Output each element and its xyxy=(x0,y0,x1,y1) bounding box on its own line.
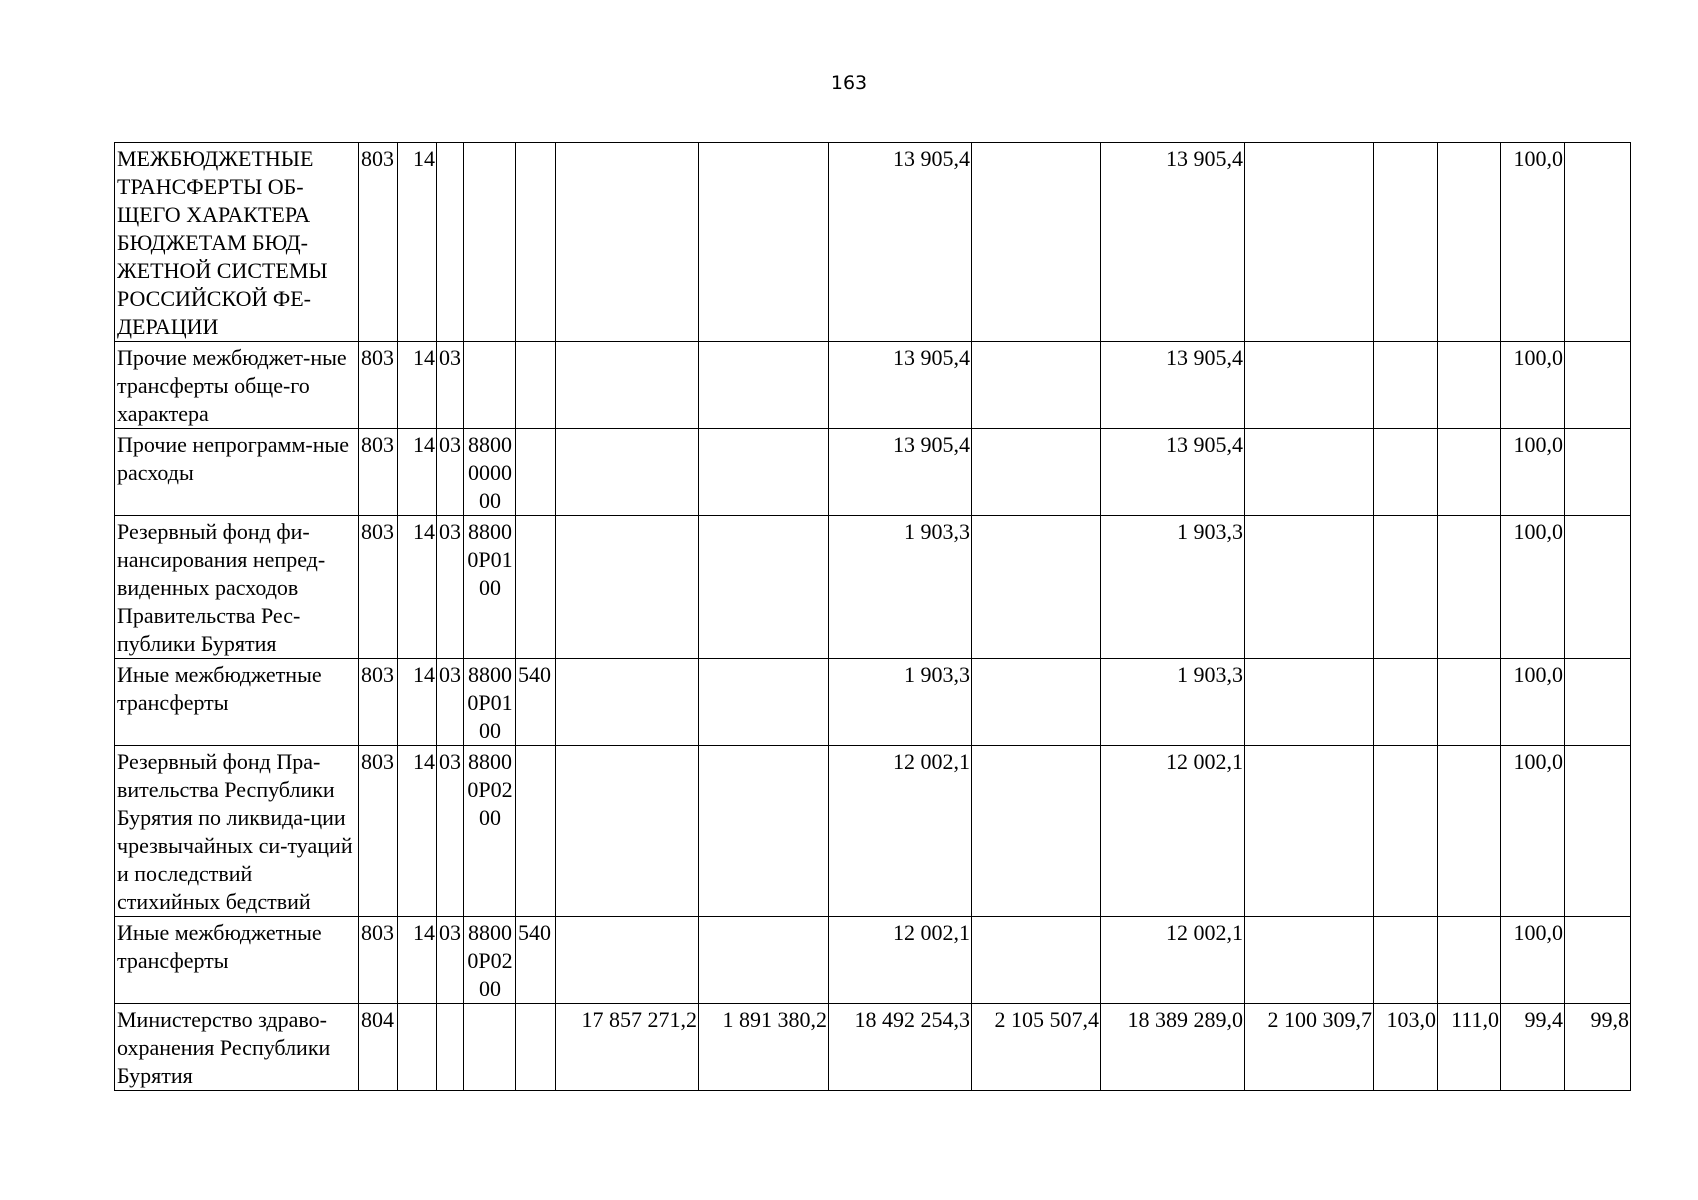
executed-total-cell: 1 903,3 xyxy=(1101,516,1245,659)
expense-name-cell: Резервный фонд фи-нансирования непред-виденных расходов Правительства Рес-публики Бурятия xyxy=(115,516,359,659)
section-code-cell: 14 xyxy=(398,429,437,516)
pct-revised-subvention-cell: 99,8 xyxy=(1565,1004,1631,1091)
expense-type-cell xyxy=(516,1004,556,1091)
subsection-code-cell: 03 xyxy=(437,659,464,746)
approved-subvention-cell xyxy=(699,342,829,429)
approved-total-cell xyxy=(556,429,699,516)
approved-total-cell xyxy=(556,659,699,746)
expense-name-cell: Иные межбюджетные трансферты xyxy=(115,917,359,1004)
section-code-cell: 14 xyxy=(398,746,437,917)
pct-approved-subvention-cell xyxy=(1438,917,1501,1004)
revised-subvention-cell xyxy=(972,917,1101,1004)
table-row xyxy=(115,429,1631,516)
revised-subvention-cell xyxy=(972,746,1101,917)
expense-type-cell xyxy=(516,746,556,917)
pct-approved-total-cell xyxy=(1374,659,1438,746)
approved-total-cell xyxy=(556,516,699,659)
subsection-code-cell: 03 xyxy=(437,429,464,516)
expense-name-cell: Иные межбюджетные трансферты xyxy=(115,659,359,746)
admin-code-cell: 803 xyxy=(359,143,398,342)
approved-total-cell xyxy=(556,342,699,429)
expense-type-cell xyxy=(516,429,556,516)
pct-approved-subvention-cell xyxy=(1438,143,1501,342)
pct-revised-total-cell: 99,4 xyxy=(1501,1004,1565,1091)
approved-subvention-cell xyxy=(699,917,829,1004)
subsection-code-cell xyxy=(437,1004,464,1091)
approved-subvention-cell xyxy=(699,659,829,746)
revised-subvention-cell: 2 105 507,4 xyxy=(972,1004,1101,1091)
table-row xyxy=(115,143,1631,342)
pct-approved-total-cell xyxy=(1374,746,1438,917)
pct-revised-total-cell: 100,0 xyxy=(1501,429,1565,516)
revised-subvention-cell xyxy=(972,516,1101,659)
admin-code-cell: 803 xyxy=(359,746,398,917)
pct-revised-total-cell: 100,0 xyxy=(1501,659,1565,746)
revised-total-cell: 12 002,1 xyxy=(829,746,972,917)
executed-total-cell: 12 002,1 xyxy=(1101,746,1245,917)
expense-name-cell: МЕЖБЮДЖЕТНЫЕ ТРАНСФЕРТЫ ОБ-ЩЕГО ХАРАКТЕРА БЮДЖЕТАМ БЮД-ЖЕТНОЙ СИСТЕМЫ РОССИЙСКОЙ ФЕ-ДЕРАЦИИ xyxy=(115,143,359,342)
revised-total-cell: 1 903,3 xyxy=(829,516,972,659)
section-code-cell: 14 xyxy=(398,342,437,429)
pct-approved-subvention-cell xyxy=(1438,429,1501,516)
section-code-cell: 14 xyxy=(398,659,437,746)
pct-revised-total-cell: 100,0 xyxy=(1501,917,1565,1004)
budget-table xyxy=(114,142,1631,1091)
target-article-cell: 8800 0000 00 xyxy=(464,429,516,516)
pct-revised-subvention-cell xyxy=(1565,746,1631,917)
executed-subvention-cell xyxy=(1245,429,1374,516)
executed-total-cell: 1 903,3 xyxy=(1101,659,1245,746)
pct-approved-subvention-cell xyxy=(1438,516,1501,659)
table-row xyxy=(115,342,1631,429)
pct-revised-total-cell: 100,0 xyxy=(1501,516,1565,659)
table-row xyxy=(115,1004,1631,1091)
approved-subvention-cell xyxy=(699,429,829,516)
pct-approved-total-cell xyxy=(1374,143,1438,342)
executed-total-cell: 12 002,1 xyxy=(1101,917,1245,1004)
target-article-cell: 8800 0Р02 00 xyxy=(464,917,516,1004)
pct-revised-total-cell: 100,0 xyxy=(1501,342,1565,429)
revised-total-cell: 1 903,3 xyxy=(829,659,972,746)
admin-code-cell: 803 xyxy=(359,659,398,746)
pct-approved-total-cell xyxy=(1374,429,1438,516)
revised-total-cell: 13 905,4 xyxy=(829,143,972,342)
target-article-cell xyxy=(464,342,516,429)
subsection-code-cell: 03 xyxy=(437,342,464,429)
pct-approved-total-cell xyxy=(1374,516,1438,659)
admin-code-cell: 804 xyxy=(359,1004,398,1091)
section-code-cell xyxy=(398,1004,437,1091)
pct-revised-total-cell: 100,0 xyxy=(1501,143,1565,342)
subsection-code-cell: 03 xyxy=(437,746,464,917)
pct-approved-total-cell xyxy=(1374,342,1438,429)
pct-revised-subvention-cell xyxy=(1565,917,1631,1004)
approved-total-cell xyxy=(556,746,699,917)
admin-code-cell: 803 xyxy=(359,429,398,516)
table-body xyxy=(115,143,1631,1091)
subsection-code-cell: 03 xyxy=(437,917,464,1004)
target-article-cell xyxy=(464,1004,516,1091)
table-row xyxy=(115,917,1631,1004)
executed-subvention-cell xyxy=(1245,746,1374,917)
approved-subvention-cell xyxy=(699,143,829,342)
pct-revised-subvention-cell xyxy=(1565,342,1631,429)
expense-name-cell: Министерство здраво-охранения Республики Бурятия xyxy=(115,1004,359,1091)
executed-total-cell: 13 905,4 xyxy=(1101,429,1245,516)
expense-type-cell: 540 xyxy=(516,659,556,746)
executed-subvention-cell xyxy=(1245,917,1374,1004)
admin-code-cell: 803 xyxy=(359,516,398,659)
section-code-cell: 14 xyxy=(398,143,437,342)
pct-approved-subvention-cell xyxy=(1438,659,1501,746)
pct-revised-subvention-cell xyxy=(1565,143,1631,342)
executed-subvention-cell xyxy=(1245,516,1374,659)
revised-total-cell: 13 905,4 xyxy=(829,342,972,429)
section-code-cell: 14 xyxy=(398,917,437,1004)
executed-subvention-cell xyxy=(1245,659,1374,746)
target-article-cell xyxy=(464,143,516,342)
pct-revised-subvention-cell xyxy=(1565,429,1631,516)
executed-total-cell: 13 905,4 xyxy=(1101,143,1245,342)
expense-type-cell xyxy=(516,516,556,659)
executed-total-cell: 18 389 289,0 xyxy=(1101,1004,1245,1091)
expense-name-cell: Прочие межбюджет-ные трансферты обще-го характера xyxy=(115,342,359,429)
subsection-code-cell: 03 xyxy=(437,516,464,659)
pct-approved-subvention-cell: 111,0 xyxy=(1438,1004,1501,1091)
target-article-cell: 8800 0Р01 00 xyxy=(464,659,516,746)
executed-subvention-cell: 2 100 309,7 xyxy=(1245,1004,1374,1091)
pct-approved-subvention-cell xyxy=(1438,746,1501,917)
expense-type-cell xyxy=(516,342,556,429)
table-row xyxy=(115,746,1631,917)
revised-subvention-cell xyxy=(972,342,1101,429)
revised-subvention-cell xyxy=(972,429,1101,516)
section-code-cell: 14 xyxy=(398,516,437,659)
pct-revised-subvention-cell xyxy=(1565,659,1631,746)
pct-revised-subvention-cell xyxy=(1565,516,1631,659)
expense-type-cell: 540 xyxy=(516,917,556,1004)
revised-total-cell: 18 492 254,3 xyxy=(829,1004,972,1091)
revised-subvention-cell xyxy=(972,659,1101,746)
approved-total-cell xyxy=(556,143,699,342)
approved-subvention-cell xyxy=(699,516,829,659)
table-row xyxy=(115,516,1631,659)
page-number: 163 xyxy=(830,72,868,94)
pct-revised-total-cell: 100,0 xyxy=(1501,746,1565,917)
admin-code-cell: 803 xyxy=(359,342,398,429)
expense-type-cell xyxy=(516,143,556,342)
expense-name-cell: Прочие непрограмм-ные расходы xyxy=(115,429,359,516)
table-row xyxy=(115,659,1631,746)
expense-name-cell: Резервный фонд Пра-вительства Республики Бурятия по ликвида-ции чрезвычайных си-туаций и последствий стихийных бедствий xyxy=(115,746,359,917)
executed-total-cell: 13 905,4 xyxy=(1101,342,1245,429)
approved-total-cell: 17 857 271,2 xyxy=(556,1004,699,1091)
approved-total-cell xyxy=(556,917,699,1004)
admin-code-cell: 803 xyxy=(359,917,398,1004)
approved-subvention-cell: 1 891 380,2 xyxy=(699,1004,829,1091)
approved-subvention-cell xyxy=(699,746,829,917)
executed-subvention-cell xyxy=(1245,342,1374,429)
revised-total-cell: 12 002,1 xyxy=(829,917,972,1004)
target-article-cell: 8800 0Р01 00 xyxy=(464,516,516,659)
revised-total-cell: 13 905,4 xyxy=(829,429,972,516)
pct-approved-total-cell xyxy=(1374,917,1438,1004)
subsection-code-cell xyxy=(437,143,464,342)
pct-approved-subvention-cell xyxy=(1438,342,1501,429)
target-article-cell: 8800 0Р02 00 xyxy=(464,746,516,917)
pct-approved-total-cell: 103,0 xyxy=(1374,1004,1438,1091)
executed-subvention-cell xyxy=(1245,143,1374,342)
revised-subvention-cell xyxy=(972,143,1101,342)
